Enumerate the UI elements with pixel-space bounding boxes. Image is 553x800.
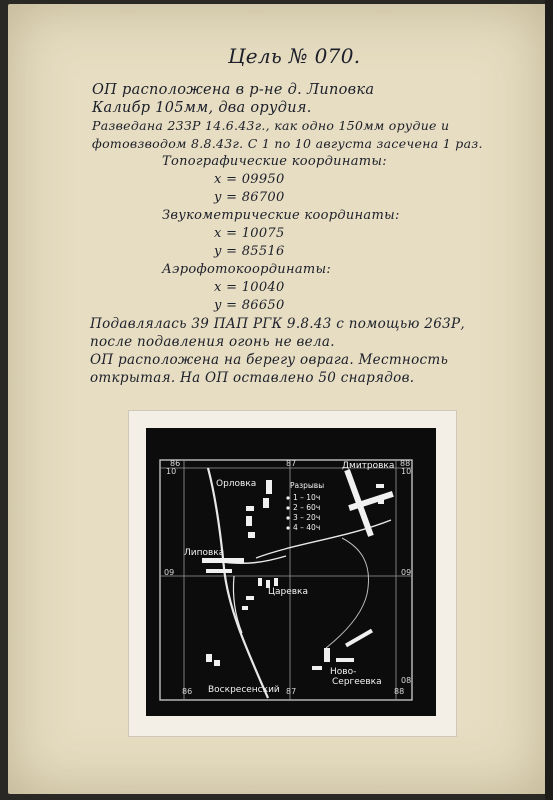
road [256,520,391,558]
map-frame [160,460,412,700]
place-tsarevka: Царевка [268,587,309,597]
place-orlovka: Орловка [216,479,257,489]
map-photo [146,428,436,716]
topo-heading: Топографические координаты: [162,154,387,169]
sound-y: y = 85516 [214,244,285,259]
aerophoto-heading: Аэрофотокоординаты: [162,262,332,277]
place-lipovka: Липовка [184,548,225,558]
text-line-4: фотовзводом 8.8.43г. С 1 по 10 августа засечена 1 раз. [92,136,483,151]
legend-dots [286,496,289,529]
grid-label: 88 [400,459,411,468]
grid-label: 09 [164,568,175,577]
legend-item: 4 – 40ч [293,523,321,532]
text-line-2: Калибр 105мм, два орудия. [92,100,312,116]
place-voskresensky: Воскресенский [208,685,280,695]
text-line-3: Разведана 23ЗР 14.6.43г., как одно 150мм орудие и [92,118,450,133]
legend-item: 3 – 20ч [293,513,321,522]
aerophoto-x: x = 10040 [214,280,285,295]
terrain-line-1: ОП расположена на берегу оврага. Местность [90,352,449,368]
grid-label: 08 [401,676,412,685]
target-title: Цель № 070. [228,44,361,68]
grid-label: 86 [170,459,181,468]
suppression-line-1: Подавлялась 39 ПАП РГК 9.8.43 с помощью 263Р, [90,316,465,332]
legend-item: 1 – 10ч [293,493,321,502]
place-novo: Ново- [330,667,357,677]
suppression-line-2: после подавления огонь не вела. [90,334,335,350]
topo-y: y = 86700 [214,190,285,205]
grid-label: 87 [286,687,297,696]
legend-item: 2 – 60ч [293,503,321,512]
grid-label: 10 [166,467,177,476]
legend-title: Разрывы [290,481,325,490]
target-map [146,428,436,716]
grid-label: 10 [401,467,412,476]
sound-x: x = 10075 [214,226,285,241]
terrain-line-2: открытая. На ОП оставлено 50 снарядов. [90,370,415,386]
aerophoto-y: y = 86650 [214,298,285,313]
ravine [326,538,369,648]
text-line-1: ОП расположена в р-не д. Липовка [92,82,375,98]
place-sergeevka: Сергеевка [332,677,382,687]
page-edge [545,0,553,800]
grid-label: 09 [401,568,412,577]
grid-label: 86 [182,687,193,696]
grid-label: 88 [394,687,405,696]
place-dmitrovka: Дмитровка [342,461,395,471]
topo-x: x = 09950 [214,172,285,187]
grid-label: 87 [286,459,297,468]
sound-heading: Звукометрические координаты: [162,208,400,223]
